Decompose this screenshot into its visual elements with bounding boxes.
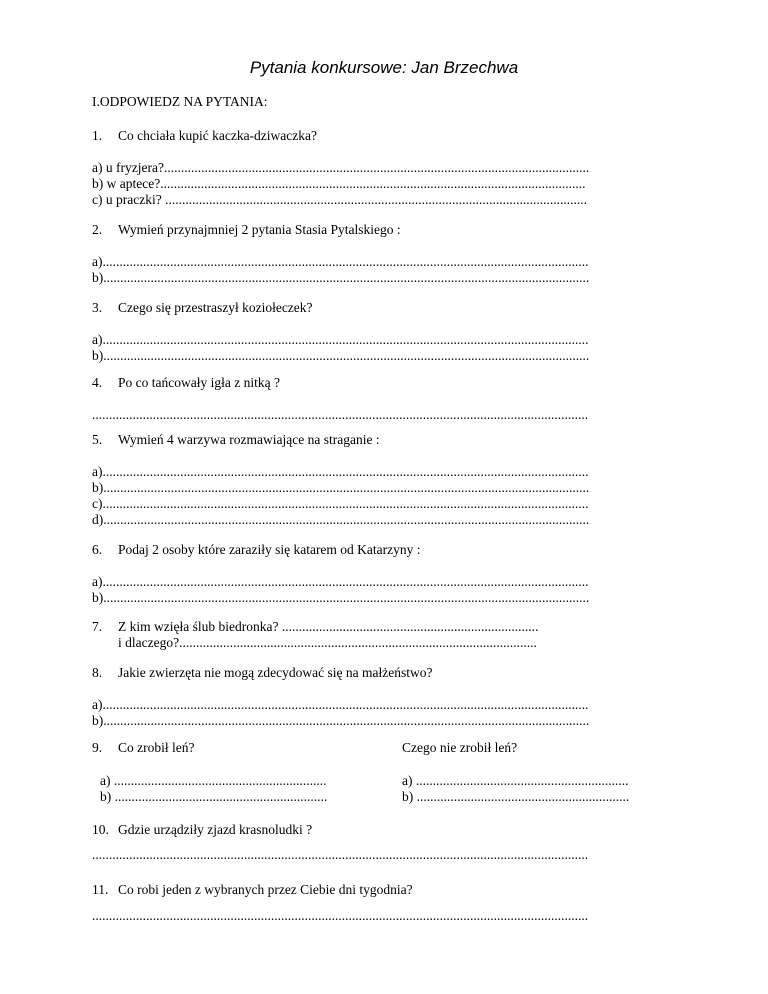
answer-line[interactable]: c)................................................................................................................................................: [92, 496, 589, 511]
page-title: Pytania konkursowe: Jan Brzechwa: [249, 58, 519, 77]
answer-line[interactable]: a)................................................................................................................................................: [92, 254, 589, 269]
question-6: [0, 542, 768, 558]
question-text: Wymień 4 warzywa rozmawiające na straganie :: [118, 432, 380, 447]
question-text: Po co tańcowały igła z nitką ?: [118, 375, 280, 390]
answer-line-left[interactable]: a) ...............................................................: [100, 773, 327, 788]
question-text: Czego się przestraszył koziołeczek?: [118, 300, 313, 315]
question-number: 1.: [92, 128, 103, 143]
answer-line[interactable]: a)................................................................................................................................................: [92, 464, 589, 479]
answer-line[interactable]: ...................................................................................................................................................: [92, 908, 589, 923]
answer-line[interactable]: b)................................................................................................................................................: [92, 590, 590, 605]
answer-line[interactable]: a)................................................................................................................................................: [92, 697, 589, 712]
question-10: [0, 822, 768, 838]
question-text: Co zrobił leń?: [118, 740, 195, 755]
question-4: [0, 375, 768, 391]
answer-line[interactable]: b) w aptece?..............................................................................................................................: [92, 176, 586, 191]
answer-line[interactable]: b)................................................................................................................................................: [92, 270, 590, 285]
question-7-second-line: [0, 635, 768, 651]
question-number: 7.: [92, 619, 103, 634]
answer-line-right[interactable]: b) ...............................................................: [402, 789, 630, 804]
question-9: [0, 740, 768, 756]
question-number: 4.: [92, 375, 103, 390]
answer-line[interactable]: d)................................................................................................................................................: [92, 512, 590, 527]
answer-line-left[interactable]: b) ...............................................................: [100, 789, 328, 804]
question-2: [0, 222, 768, 238]
question-8: [0, 665, 768, 681]
question-text: Co robi jeden z wybranych przez Ciebie dni tygodnia?: [118, 882, 413, 897]
answer-line[interactable]: b)................................................................................................................................................: [92, 480, 590, 495]
question-number: 10.: [92, 822, 109, 837]
question-text: Gdzie urządziły zjazd krasnoludki ?: [118, 822, 313, 837]
question-text: Wymień przynajmniej 2 pytania Stasia Pytalskiego :: [118, 222, 401, 237]
answer-line[interactable]: a)................................................................................................................................................: [92, 574, 589, 589]
question-number: 6.: [92, 542, 103, 557]
answer-line[interactable]: a) u fryzjera?..............................................................................................................................: [92, 160, 590, 175]
question-number: 8.: [92, 665, 103, 680]
answer-line[interactable]: ...................................................................................................................................................: [92, 847, 589, 862]
question-number: 3.: [92, 300, 103, 315]
answer-line[interactable]: ...................................................................................................................................................: [92, 407, 589, 422]
question-1: [0, 128, 768, 144]
answer-line-right[interactable]: a) ...............................................................: [402, 773, 629, 788]
question-text: Podaj 2 osoby które zaraziły się katarem od Katarzyny :: [118, 542, 421, 557]
question-text[interactable]: Z kim wzięła ślub biedronka? ............................................................................: [118, 619, 539, 634]
question-7: [0, 619, 768, 635]
answer-line[interactable]: c) u praczki? .............................................................................................................................: [92, 192, 587, 207]
question-11: [0, 882, 768, 898]
question-text: Co chciała kupić kaczka-dziwaczka?: [118, 128, 318, 143]
section-heading: I.ODPOWIEDZ NA PYTANIA:: [92, 94, 268, 109]
question-text-right: Czego nie zrobił leń?: [402, 740, 518, 755]
question-number: 5.: [92, 432, 103, 447]
answer-line[interactable]: i dlaczego?..........................................................................................................: [118, 635, 537, 650]
answer-line[interactable]: a)................................................................................................................................................: [92, 332, 589, 347]
question-5: [0, 432, 768, 448]
question-text: Jakie zwierzęta nie mogą zdecydować się na małżeństwo?: [118, 665, 433, 680]
question-number: 2.: [92, 222, 103, 237]
question-number: 11.: [92, 882, 109, 897]
question-3: [0, 300, 768, 316]
answer-line[interactable]: b)................................................................................................................................................: [92, 713, 590, 728]
answer-line[interactable]: b)................................................................................................................................................: [92, 348, 590, 363]
question-number: 9.: [92, 740, 103, 755]
